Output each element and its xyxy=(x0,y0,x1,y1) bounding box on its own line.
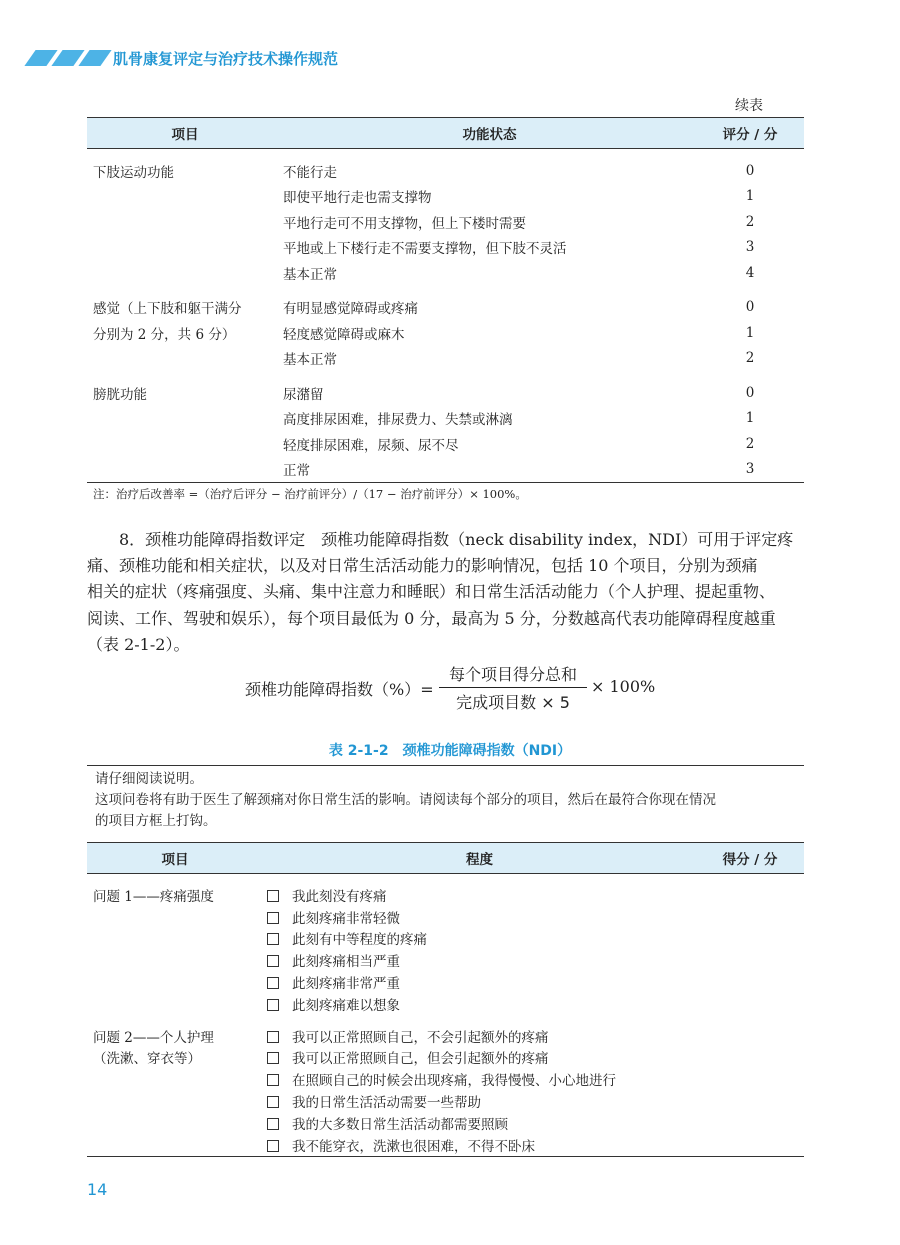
col-header-score: 评分 / 分 xyxy=(696,118,804,149)
state-cell: 轻度感觉障碍或麻木 xyxy=(283,326,405,343)
question-cell: （洗漱、穿衣等） xyxy=(93,1051,201,1068)
option-label: 我的大多数日常生活活动都需要照顾 xyxy=(292,1116,508,1133)
table-row xyxy=(87,1134,804,1156)
table-row xyxy=(87,906,804,928)
option-label: 我可以正常照顾自己，不会引起额外的疼痛 xyxy=(292,1029,549,1046)
col-header-score: 得分 / 分 xyxy=(696,843,804,874)
state-cell: 尿潴留 xyxy=(283,386,324,403)
question-cell: 问题 2——个人护理 xyxy=(93,1029,214,1046)
page-header xyxy=(0,0,900,80)
table-row xyxy=(87,993,804,1015)
state-cell: 高度排尿困难，排尿费力、失禁或淋漓 xyxy=(283,412,513,429)
page-number: 14 xyxy=(87,1180,108,1199)
checkbox[interactable] xyxy=(267,955,279,967)
table-row xyxy=(87,346,804,372)
paragraph-line: 相关的症状（疼痛强度、头痛、集中注意力和睡眠）和日常生活活动能力（个人护理、提起重物、 xyxy=(87,582,776,602)
score-cell: 2 xyxy=(745,350,755,367)
option-label: 此刻疼痛难以想象 xyxy=(292,997,400,1014)
state-cell: 基本正常 xyxy=(283,352,337,369)
table-row xyxy=(87,1025,804,1047)
paragraph-line: 8．颈椎功能障碍指数评定 颈椎功能障碍指数（neck disability index，NDI）可用于评定疼 xyxy=(119,530,794,549)
score-cell: 0 xyxy=(745,299,755,316)
checkbox[interactable] xyxy=(267,1074,279,1086)
paragraph-line: 痛、颈椎功能和相关症状，以及对日常生活活动能力的影响情况，包括 10 个项目，分别为颈痛 xyxy=(87,556,758,576)
instruction-line: 的项目方框上打钩。 xyxy=(95,813,217,829)
table-row xyxy=(87,184,804,210)
table-row xyxy=(87,1112,804,1134)
checkbox[interactable] xyxy=(267,1140,279,1152)
paragraph-line: 阅读、工作、驾驶和娱乐），每个项目最低为 0 分，最高为 5 分，分数越高代表功能障碍程度越重 xyxy=(87,608,776,628)
col-header-item: 项目 xyxy=(87,843,263,874)
state-cell: 有明显感觉障碍或疼痛 xyxy=(283,301,418,318)
table-row xyxy=(87,971,804,993)
table-note: 注：治疗后改善率 =（治疗后评分 − 治疗前评分）/（17 − 治疗前评分）× 100%。 xyxy=(93,487,527,501)
table-row xyxy=(87,457,804,483)
score-cell: 1 xyxy=(745,410,755,427)
item-cell: 下肢运动功能 xyxy=(93,164,174,181)
col-header-item: 项目 xyxy=(87,118,283,149)
checkbox[interactable] xyxy=(267,977,279,989)
item-cell: 分别为 2 分，共 6 分） xyxy=(93,326,236,343)
formula-fraction xyxy=(439,662,587,713)
score-cell: 2 xyxy=(745,435,755,452)
body-paragraph xyxy=(87,527,804,658)
table-row xyxy=(87,431,804,457)
table-spinal-function xyxy=(87,117,804,483)
checkbox[interactable] xyxy=(267,1118,279,1130)
instruction-line: 请仔细阅读说明。 xyxy=(95,771,203,787)
table-row xyxy=(87,1047,804,1069)
table-row xyxy=(87,235,804,261)
instruction-line: 这项问卷将有助于医生了解颈痛对你日常生活的影响。请阅读每个部分的项目，然后在最符合你现在情况 xyxy=(95,792,716,808)
table-row xyxy=(87,1068,804,1090)
table-row xyxy=(87,295,804,321)
score-cell: 1 xyxy=(745,188,755,205)
table-caption: 表 2-1-2 颈椎功能障碍指数（NDI） xyxy=(328,743,572,759)
paragraph-line: （表 2-1-2）。 xyxy=(87,634,190,654)
table-row xyxy=(87,260,804,286)
score-cell: 0 xyxy=(745,162,755,179)
option-label: 此刻疼痛非常严重 xyxy=(292,976,400,993)
col-header-degree: 程度 xyxy=(263,843,696,874)
table-row xyxy=(87,158,804,184)
checkbox[interactable] xyxy=(267,890,279,902)
state-cell: 正常 xyxy=(283,457,696,483)
col-header-state: 功能状态 xyxy=(283,118,696,149)
option-label: 此刻疼痛非常轻微 xyxy=(292,910,400,927)
option-label: 我此刻没有疼痛 xyxy=(292,888,387,905)
formula-rhs: × 100% xyxy=(591,677,656,696)
table-ndi xyxy=(87,842,804,1157)
checkbox[interactable] xyxy=(267,1052,279,1064)
checkbox[interactable] xyxy=(267,912,279,924)
state-cell: 平地或上下楼行走不需要支撑物，但下肢不灵活 xyxy=(283,241,567,258)
continued-label: 续表 xyxy=(735,98,763,114)
item-cell: 感觉（上下肢和躯干满分 xyxy=(93,301,242,318)
table-row xyxy=(87,884,804,906)
score-cell: 2 xyxy=(745,213,755,230)
option-label: 我的日常生活活动需要一些帮助 xyxy=(292,1095,481,1112)
checkbox[interactable] xyxy=(267,933,279,945)
score-cell: 3 xyxy=(696,457,804,483)
formula-lhs: 颈椎功能障碍指数（%）= xyxy=(245,680,434,699)
score-cell: 4 xyxy=(745,264,755,281)
formula-numerator: 每个项目得分总和 xyxy=(439,662,587,688)
state-cell: 基本正常 xyxy=(283,266,337,283)
checkbox[interactable] xyxy=(267,1031,279,1043)
questionnaire-instructions xyxy=(87,765,804,832)
state-cell: 轻度排尿困难，尿频、尿不尽 xyxy=(283,437,459,454)
state-cell: 平地行走可不用支撑物，但上下楼时需要 xyxy=(283,215,526,232)
score-cell: 1 xyxy=(745,324,755,341)
option-label: 我可以正常照顾自己，但会引起额外的疼痛 xyxy=(292,1051,549,1068)
table-row xyxy=(87,406,804,432)
table-row xyxy=(87,928,804,950)
state-cell: 即使平地行走也需支撑物 xyxy=(283,190,432,207)
table-row xyxy=(87,949,804,971)
option-label: 我不能穿衣，洗漱也很困难，不得不卧床 xyxy=(292,1138,535,1155)
formula-denominator: 完成项目数 × 5 xyxy=(456,693,570,712)
option-label: 此刻疼痛相当严重 xyxy=(292,954,400,971)
table-row xyxy=(87,320,804,346)
score-cell: 0 xyxy=(745,384,755,401)
question-cell: 问题 1——疼痛强度 xyxy=(93,888,214,905)
state-cell: 不能行走 xyxy=(283,164,337,181)
score-cell: 3 xyxy=(745,239,755,256)
table-row xyxy=(87,1090,804,1112)
table-row xyxy=(87,380,804,406)
checkbox[interactable] xyxy=(267,999,279,1011)
book-title: 肌骨康复评定与治疗技术操作规范 xyxy=(113,50,339,68)
table-row xyxy=(87,209,804,235)
option-label: 此刻有中等程度的疼痛 xyxy=(292,932,427,949)
option-label: 在照顾自己的时候会出现疼痛，我得慢慢、小心地进行 xyxy=(292,1073,616,1090)
item-cell: 膀胱功能 xyxy=(93,386,147,403)
checkbox[interactable] xyxy=(267,1096,279,1108)
